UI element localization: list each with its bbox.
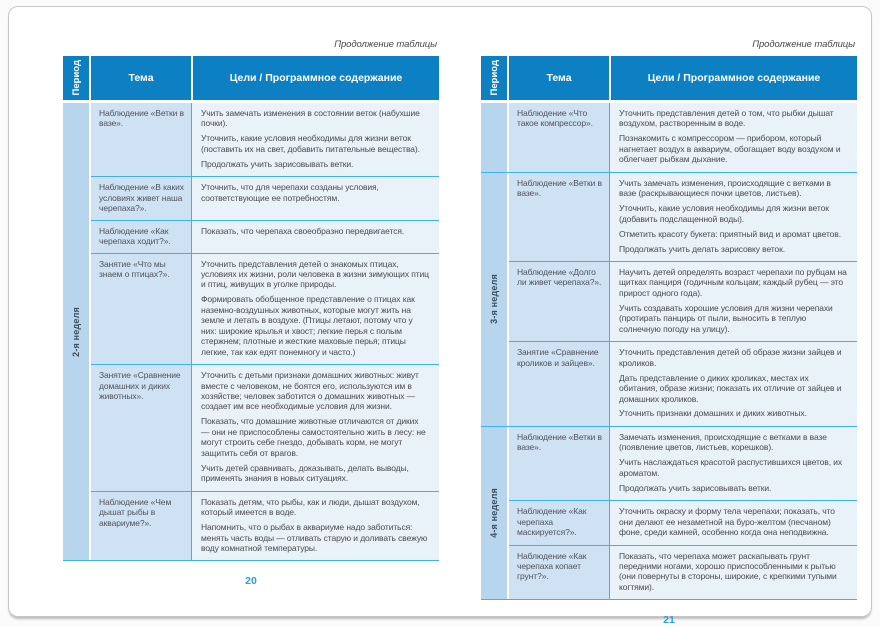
goal-paragraph: Уточнить представления детей об образе жизни зайцев и кроликов. (619, 347, 842, 368)
goal-paragraph: Уточнить, какие условия необходимы для жизни веток (поставить их на свет, добавить питательные вещества). (201, 133, 420, 154)
theme-cell: Занятие «Сравнение домашних и диких животных». (91, 365, 191, 491)
theme-cell: Наблюдение «Как черепаха копает грунт?». (509, 546, 609, 600)
goals-cell (609, 546, 857, 600)
goal-paragraph: Показать, что черепаха может раскапывать грунт передними ногами, хорошо приспособленными к рытью (они повернуты в стороны, широкие, с крепкими тупыми когтями). (619, 550, 837, 592)
theme-cell: Наблюдение «Что такое компрессор». (509, 103, 609, 172)
theme-cell: Наблюдение «Как черепаха ходит?». (91, 221, 191, 253)
theme-cell: Занятие «Сравнение кроликов и зайцев». (509, 342, 609, 426)
goal-paragraph: Показать, что домашние животные отличаются от диких — они не приспособлены самостоятельно жить в лесу: не могут строить себе гнездо, добывать корм, не могут защитить себя от врагов. (201, 416, 426, 458)
goals-cell (191, 365, 439, 491)
table-row (509, 103, 857, 172)
goal-paragraph: Продолжать учить делать зарисовку веток. (619, 243, 786, 254)
table-header-row (481, 56, 857, 100)
goal-paragraph: Показать детям, что рыбы, как и люди, дышат воздухом, который имеется в воде. (201, 496, 420, 518)
goal-paragraph: Продолжать учить зарисовывать ветки. (201, 158, 354, 169)
goal-paragraph: Отметить красоту букета: приятный вид и аромат цветов. (619, 228, 841, 239)
rows-container (509, 427, 857, 599)
header-goals: Цели / Программное содержание (611, 56, 857, 100)
period-cell (481, 103, 507, 172)
goal-paragraph: Учить детей сравнивать, доказывать, делать выводы, применять знания в новых ситуациях. (201, 462, 409, 484)
goals-cell (191, 221, 439, 253)
theme-cell: Наблюдение «Ветки в вазе». (91, 103, 191, 176)
goal-paragraph: Показать, что черепаха своеобразно передвигается. (201, 225, 405, 236)
period-cell (63, 103, 89, 560)
book-page (63, 39, 439, 587)
goal-paragraph: Учить замечать изменения, происходящие с ветками в вазе (раскрывающиеся почки цветов, листьев). (619, 177, 831, 199)
goal-paragraph: Уточнить представления детей о том, что рыбки дышат воздухом, растворенным в воде. (619, 108, 834, 129)
theme-cell: Занятие «Что мы знаем о птицах?». (91, 254, 191, 365)
goal-paragraph: Уточнить представления детей о знакомых птицах, условиях их жизни, роли человека в жизни зимующих птиц и птиц, живущих в уголке природы. (201, 258, 429, 290)
rows-container (91, 103, 439, 560)
goals-cell (609, 501, 857, 544)
period-group (481, 172, 857, 426)
book-page (481, 39, 857, 626)
table-row (91, 220, 439, 253)
goal-paragraph: Уточнить, что для черепахи созданы условия, соответствующие ее потребностям. (201, 182, 379, 203)
theme-cell: Наблюдение «Ветки в вазе». (509, 173, 609, 261)
table-row (509, 545, 857, 600)
goal-paragraph: Замечать изменения, происходящие с ветками в вазе (появление цветов, листьев, корешков). (619, 431, 827, 453)
theme-cell: Наблюдение «Чем дышат рыбы в аквариуме?». (91, 492, 191, 561)
header-period-label: Период (70, 60, 82, 96)
goal-paragraph: Научить детей определять возраст черепахи по рубцам на щитках панциря (годичным кольцам; каждый рубец — это прирост одного года). (619, 266, 847, 298)
table-row (509, 261, 857, 341)
goals-cell (609, 427, 857, 500)
schedule-table (481, 56, 857, 600)
table-row (91, 364, 439, 491)
period-group (481, 426, 857, 599)
goal-paragraph: Уточнить признаки домашних и диких животных. (619, 408, 807, 419)
theme-cell: Наблюдение «В каких условиях живет наша черепаха?». (91, 177, 191, 219)
rows-container (509, 103, 857, 172)
goals-cell (609, 342, 857, 426)
table-row (509, 427, 857, 500)
goal-paragraph: Формировать обобщенное представление о птицах как наземно-воздушных животных, которые могут жить на земле и летать в воздухе. (Птицы летают, потому что у них: широкие крылья и хвост; легкие перья с полым стержнем; плотные и жесткие маховые перья; птицы легкие, так как едят понемногу и часто.) (201, 294, 415, 357)
table-header-row (63, 56, 439, 100)
goal-paragraph: Уточнить с детьми признаки домашних животных: живут вместе с человеком, не боятся его, используются им в хозяйстве; человек заботится о домашних животных — создает им все необходимые условия для жизни. (201, 370, 419, 412)
header-period (481, 56, 507, 100)
goals-cell (609, 262, 857, 341)
goals-cell (191, 254, 439, 365)
table-row (91, 253, 439, 365)
theme-cell: Наблюдение «Ветки в вазе». (509, 427, 609, 500)
goal-paragraph: Уточнить окраску и форму тела черепахи; показать, что они делают ее незаметной на буро-желтом (песчаном) фоне, среди камней, особенно когда она неподвижна. (619, 506, 835, 538)
goals-cell (191, 177, 439, 219)
goals-cell (609, 103, 857, 172)
period-group (63, 103, 439, 560)
period-cell (481, 427, 507, 599)
rows-container (509, 173, 857, 426)
page-number: 21 (663, 614, 675, 627)
continuation-note: Продолжение таблицы (334, 39, 437, 50)
goal-paragraph: Учить замечать изменения в состоянии веток (набухшие почки). (201, 108, 420, 129)
period-label: 2-я неделя (71, 306, 81, 357)
period-label: 3-я неделя (489, 274, 499, 325)
schedule-table (63, 56, 439, 561)
header-period (63, 56, 89, 100)
header-theme: Тема (509, 56, 609, 100)
header-goals: Цели / Программное содержание (193, 56, 439, 100)
goal-paragraph: Познакомить с компрессором — прибором, который нагнетает воздух в аквариум, обогащает воду воздухом и облегчает рыбкам дыхание. (619, 133, 841, 165)
table-row (91, 491, 439, 561)
table-row (91, 176, 439, 219)
goals-cell (609, 173, 857, 261)
goal-paragraph: Учить создавать хорошие условия для жизни черепахи (протирать панцирь от пыли, выносить в теплую солнечную погоду на улицу). (619, 302, 833, 334)
goal-paragraph: Продолжать учить зарисовывать ветки. (619, 482, 772, 493)
period-cell (481, 173, 507, 426)
goals-cell (191, 103, 439, 176)
goal-paragraph: Учить наслаждаться красотой распустившихся цветов, их ароматом. (619, 457, 843, 478)
header-theme: Тема (91, 56, 191, 100)
page-number: 20 (245, 575, 257, 588)
header-period-label: Период (488, 60, 500, 96)
continuation-note: Продолжение таблицы (752, 39, 855, 50)
table-row (509, 341, 857, 426)
table-body (63, 103, 439, 561)
table-row (509, 173, 857, 261)
goal-paragraph: Уточнить, какие условия необходимы для жизни веток (добавить подслащенной воды). (619, 203, 829, 224)
theme-cell: Наблюдение «Как черепаха маскируется?». (509, 501, 609, 544)
table-row (509, 500, 857, 544)
theme-cell: Наблюдение «Долго ли живет черепаха?». (509, 262, 609, 341)
goals-cell (191, 492, 439, 561)
goal-paragraph: Напомнить, что о рыбах в аквариуме надо заботиться: менять часть воды — отливать старую и доливать свежую воду комнатной температуры. (201, 522, 428, 553)
table-row (91, 103, 439, 176)
period-label: 4-я неделя (489, 488, 499, 539)
goal-paragraph: Дать представление о диких кроликах, местах их обитания, образе жизни; показать их отличие от зайцев и домашних кроликов. (619, 372, 842, 404)
book-spread (8, 6, 872, 627)
table-body (481, 103, 857, 600)
period-group (481, 103, 857, 172)
